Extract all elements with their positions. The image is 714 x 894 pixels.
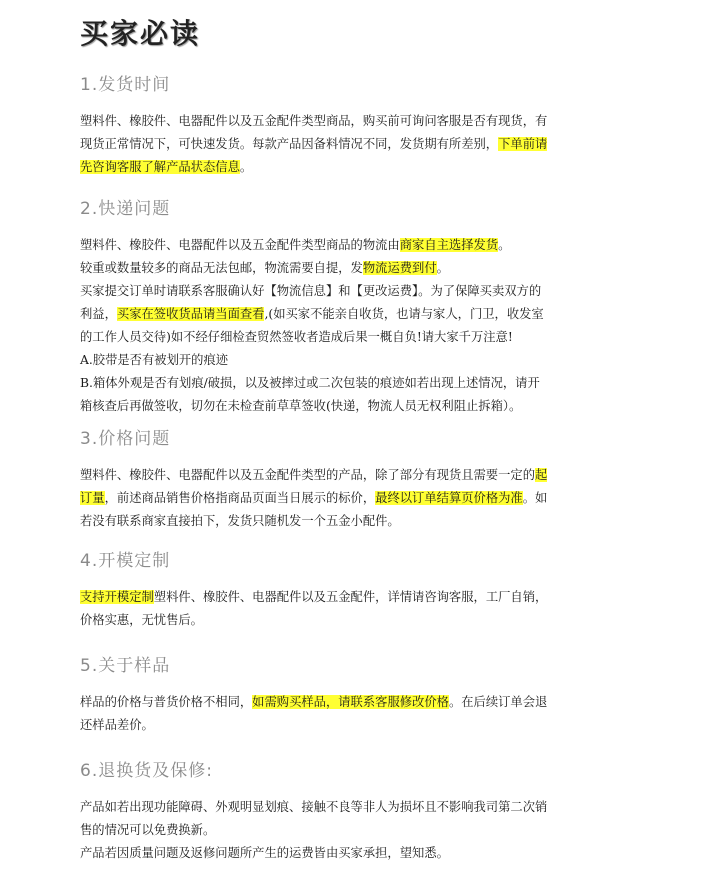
text-line <box>80 819 640 842</box>
section-body <box>80 464 640 533</box>
text-segment: 。 <box>436 261 449 275</box>
section-heading: 1.发货时间 <box>80 75 171 95</box>
text-line <box>80 395 640 418</box>
text-segment: 样品的价格与普货价格不相同， <box>80 695 253 709</box>
section-1 <box>80 74 640 179</box>
text-line <box>80 510 640 533</box>
highlighted-text: 物流运费到付 <box>362 261 437 275</box>
text-segment: 产品如若出现功能障碍、外观明显划痕、接触不良等非人为损坏且不影响我司第二次销 <box>80 800 548 814</box>
text-line <box>80 326 640 349</box>
text-segment: B.箱体外观是否有划痕/破损，以及被摔过或二次包装的痕迹如若出现上述情况，请开 <box>80 376 540 390</box>
text-line <box>80 487 640 510</box>
text-line <box>80 156 640 179</box>
text-segment: 的工作人员交待)如不经仔细检查贸然签收者造成后果一概自负!请大家千万注意! <box>80 330 513 344</box>
text-line <box>80 133 640 156</box>
text-segment: 产品若因质量问题及返修问题所产生的运费皆由买家承担，望知悉。 <box>80 846 449 860</box>
highlighted-text: 支持开模定制 <box>80 590 154 604</box>
text-segment: 。如 <box>522 491 548 505</box>
text-segment: 塑料件、橡胶件、电器配件以及五金配件，详情请咨询客服，工厂自销， <box>153 590 548 604</box>
section-6 <box>80 760 640 865</box>
text-segment: 塑料件、橡胶件、电器配件以及五金配件类型的产品，除了部分有现货且需要一定的 <box>80 468 535 482</box>
highlighted-text: 如需购买样品，请联系客服修改价格 <box>252 695 449 709</box>
highlighted-text: 订量 <box>80 491 105 505</box>
text-segment: 买家提交订单时请联系客服确认好【物流信息】和【更改运费】。为了保障买卖双方的 <box>80 284 542 298</box>
text-segment: 塑料件、橡胶件、电器配件以及五金配件类型商品的物流由 <box>80 238 400 252</box>
highlighted-text: 先咨询客服了解产品状态信息 <box>80 160 240 174</box>
section-heading: 5.关于样品 <box>80 656 171 676</box>
text-segment: 利益， <box>80 307 117 321</box>
text-segment: 若没有联系商家直接拍下，发货只随机发一个五金小配件。 <box>80 514 400 528</box>
text-line <box>80 464 640 487</box>
text-segment: 。 <box>239 160 253 174</box>
text-segment: 较重或数量较多的商品无法包邮，物流需要自提，发 <box>80 261 363 275</box>
highlighted-text: 起 <box>535 468 548 482</box>
section-body <box>80 110 640 179</box>
section-heading: 6.退换货及保修: <box>80 761 213 781</box>
section-body <box>80 796 640 865</box>
text-segment: 箱核查后再做签收，切勿在未检查前草草签收(快递，物流人员无权利阻止拆箱）。 <box>80 399 522 413</box>
highlighted-text: 下单前请 <box>498 137 548 151</box>
text-line <box>80 842 640 865</box>
text-line <box>80 714 640 737</box>
text-segment: 售的情况可以免费换新。 <box>80 823 216 837</box>
section-2 <box>80 198 640 418</box>
text-line <box>80 796 640 819</box>
text-segment: 还样品差价。 <box>80 718 154 732</box>
section-5 <box>80 655 640 737</box>
text-line <box>80 586 640 609</box>
section-3 <box>80 428 640 533</box>
text-segment: 。 <box>498 238 511 252</box>
section-4 <box>80 550 640 632</box>
section-heading: 4.开模定制 <box>80 551 171 571</box>
text-segment: 塑料件、橡胶件、电器配件以及五金配件类型商品，购买前可询问客服是否有现货，有 <box>80 114 548 128</box>
text-line <box>80 349 640 372</box>
page-title: 买家必读 <box>80 17 201 50</box>
text-line <box>80 303 640 326</box>
section-heading: 3.价格问题 <box>80 429 171 449</box>
text-segment: ,(如买家不能亲自收货，也请与家人，门卫，收发室 <box>264 307 544 321</box>
text-line <box>80 234 640 257</box>
text-line <box>80 280 640 303</box>
section-body <box>80 234 640 418</box>
section-body <box>80 586 640 632</box>
highlighted-text: 买家在签收货品请当面查看 <box>116 307 265 321</box>
text-segment: ，前述商品销售价格指商品页面当日展示的标价， <box>104 491 376 505</box>
text-line <box>80 257 640 280</box>
section-heading: 2.快递问题 <box>80 199 171 219</box>
text-segment: 。在后续订单会退 <box>448 695 548 709</box>
text-line <box>80 110 640 133</box>
text-line <box>80 691 640 714</box>
section-body <box>80 691 640 737</box>
text-segment: 现货正常情况下，可快速发货。每款产品因备料情况不同，发货期有所差别， <box>80 137 499 151</box>
highlighted-text: 商家自主选择发货 <box>399 238 499 252</box>
text-segment: A.胶带是否有被划开的痕迹 <box>80 353 229 367</box>
text-line <box>80 609 640 632</box>
text-segment: 价格实惠，无忧售后。 <box>80 613 203 627</box>
text-line <box>80 372 640 395</box>
highlighted-text: 最终以订单结算页价格为准 <box>375 491 523 505</box>
